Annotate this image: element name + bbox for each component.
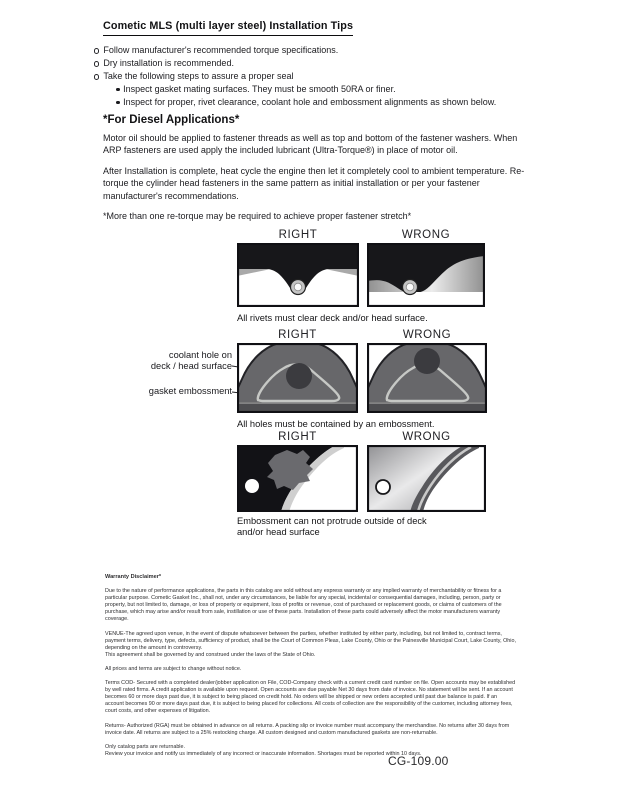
retorque-note: *More than one re-torque may be required to achieve proper fastener stretch* bbox=[103, 211, 412, 221]
coolant-hole-label-line2: deck / head surface bbox=[150, 361, 232, 371]
row1-caption: All rivets must clear deck and/or head surface. bbox=[237, 313, 428, 323]
coolant-hole-label-line1: coolant hole on bbox=[168, 350, 232, 360]
diesel-applications-section bbox=[103, 114, 527, 223]
legal-paragraph: Terms COD- Secured with a completed dealer/jobber application on File, COD-Company check with a current credit card number on file. Open accounts may be established by well rated firms. A credit application is available upon request. Open accounts are due payable Net 30 days from date of invoice. No statement will be sent. If an account becomes 60 or more days past due, it is subject to being placed on credit hold. No orders will be shipped or new orders accepted until past due balance is paid. If an account becomes 90 or more days past due, it is subject to being placed for collections. All costs of collection are the responsibility of the customer, including attorney fees, court costs, and other expenses of litigation. bbox=[105, 680, 516, 715]
legal-paragraph: This agreement shall be governed by and construed under the laws of the State of Ohio. bbox=[105, 651, 316, 658]
legal-paragraph: Only catalog parts are returnable. bbox=[105, 743, 186, 750]
page-code: CG-109.00 bbox=[388, 754, 449, 768]
row3-caption-line2: and/or head surface bbox=[237, 527, 320, 537]
wrong-label: WRONG bbox=[402, 431, 451, 443]
page-title: Cometic MLS (multi layer steel) Installation Tips bbox=[103, 20, 353, 36]
bullet-dot-icon bbox=[116, 88, 120, 92]
tip-text: Inspect gasket mating surfaces. They must be smooth 50RA or finer. bbox=[123, 84, 396, 94]
list-item bbox=[116, 83, 496, 96]
bullet-circle-icon bbox=[94, 61, 99, 66]
legal-paragraph: Due to the nature of performance applications, the parts in this catalog are sold without any express warranty or any implied warranty of merchantability or fitness for a particular purpose. Cometic Gasket Inc., shall not, under any circumstances, be liable for any special, incidental or consequential damages, including, person, party or property, but not limited to, damage, or loss of property or equipment, loss of profits or revenue, cost of purchased or replacement goods, or claims of customers of the purchase, which may arise and/or result from sale, instillation or use of these parts. Installation of these parts could adversely affect the motor manufacturers warranty coverage. bbox=[105, 588, 502, 623]
bullet-dot-icon bbox=[116, 101, 120, 105]
right-label: RIGHT bbox=[278, 229, 318, 241]
legal-paragraph: Returns- Authorized (RGA) must be obtained in advance on all returns. A packing slip or invoice number must accompany the merchandise. No returns after 30 days from invoice date. All returns are subject to a 25% restocking charge. All custom designed and custom manufactured gaskets are non-returnable. bbox=[105, 722, 510, 736]
rivet-clearance-right-diagram bbox=[237, 243, 359, 307]
gasket-embossment-label: gasket embossment bbox=[148, 386, 232, 396]
coolant-hole-icon bbox=[286, 363, 312, 389]
warranty-heading: Warranty Disclaimer* bbox=[105, 574, 162, 580]
embossment-protrusion-wrong-diagram bbox=[367, 445, 486, 512]
legal-paragraph: VENUE-The agreed upon venue, in the event of dispute whatsoever between the parties, whether instituted by either party, including, but not limited to, contract terms, payment terms, delivery, type, defects, sufficiency of product, shall be the Court of Common Pleas, Lake County, Ohio or the Painesville Municipal Court, Lake County, Ohio, depending on the amount in controversy. bbox=[105, 630, 516, 651]
diesel-paragraph: After Installation is complete, heat cycle the engine then let it completely cool to ambient temperature. Re-torque the cylinder head fasteners in the same pattern as initial installation or per your fastener manufacturer's recommendations. bbox=[103, 165, 525, 201]
right-label: RIGHT bbox=[278, 329, 317, 341]
list-item bbox=[116, 96, 496, 109]
row3-caption bbox=[237, 516, 477, 538]
legal-paragraph: Review your invoice and notify us immediately of any incorrect or inaccurate information. Shortages must be reported within 10 days. bbox=[105, 750, 422, 757]
bolt-hole-icon bbox=[376, 480, 390, 494]
bolt-hole-icon bbox=[245, 479, 259, 493]
wrong-label: WRONG bbox=[402, 329, 452, 341]
bullet-circle-icon bbox=[94, 74, 99, 79]
row3-caption-line1: Embossment can not protrude outside of deck bbox=[237, 516, 427, 526]
coolant-hole-label bbox=[104, 350, 232, 372]
embossment-containment-wrong-diagram bbox=[367, 343, 487, 413]
embossment-protrusion-right-diagram bbox=[237, 445, 358, 512]
rivet-clearance-wrong-diagram bbox=[367, 243, 485, 307]
coolant-hole-icon bbox=[414, 348, 440, 374]
legal-paragraph: All prices and terms are subject to change without notice. bbox=[105, 665, 242, 672]
bullet-circle-icon bbox=[94, 48, 99, 53]
tip-text: Dry installation is recommended. bbox=[103, 58, 234, 68]
list-item bbox=[94, 44, 496, 57]
list-item bbox=[94, 57, 496, 70]
embossment-containment-right-diagram bbox=[237, 343, 358, 413]
row2-caption: All holes must be contained by an embossment. bbox=[237, 419, 435, 429]
list-item bbox=[94, 70, 496, 83]
tip-text: Follow manufacturer's recommended torque specifications. bbox=[103, 45, 339, 55]
diesel-paragraph: Motor oil should be applied to fastener threads as well as top and bottom of the fastener washers. When ARP fasteners are used apply the included lubricant (Ultra-Torque®) in place of motor oil. bbox=[103, 132, 518, 155]
tip-text: Inspect for proper, rivet clearance, coolant hole and embossment alignments as shown below. bbox=[123, 97, 497, 107]
right-label: RIGHT bbox=[278, 431, 317, 443]
wrong-label: WRONG bbox=[401, 229, 451, 241]
tip-text: Take the following steps to assure a proper seal bbox=[103, 71, 294, 81]
diesel-heading: *For Diesel Applications* bbox=[103, 114, 240, 126]
installation-tips-list bbox=[94, 44, 496, 109]
warranty-disclaimer-section bbox=[105, 574, 517, 758]
